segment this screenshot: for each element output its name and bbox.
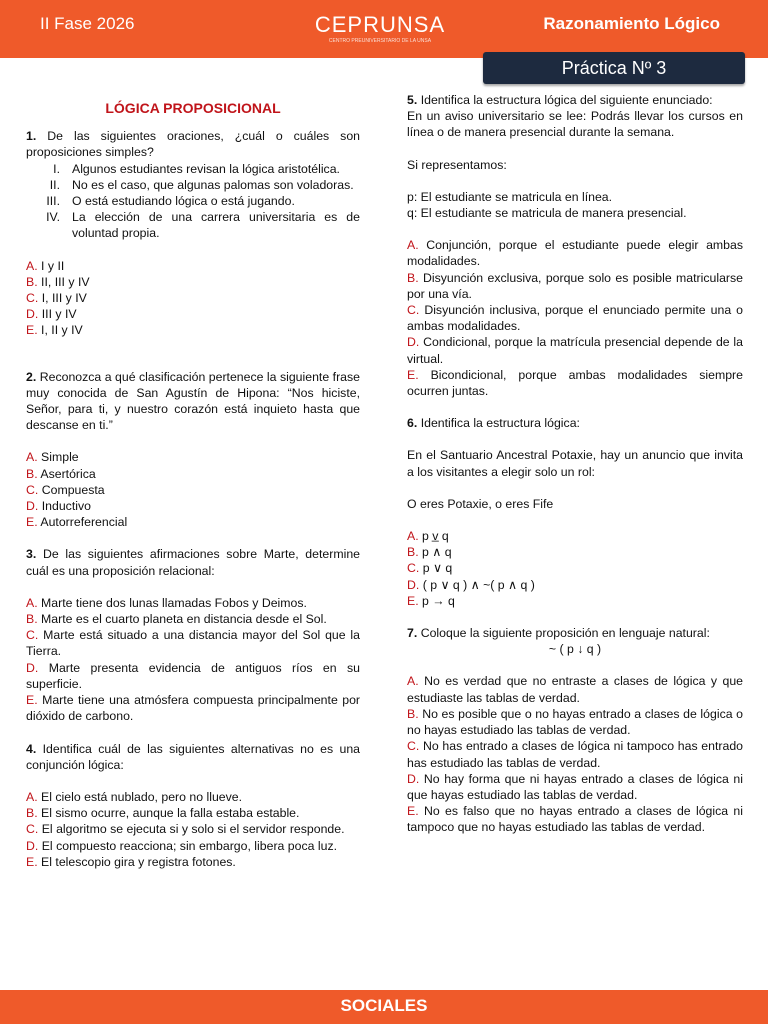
option-a[interactable] — [26, 595, 360, 611]
option-text: III y IV — [41, 307, 77, 322]
statements-list — [26, 161, 360, 242]
question-text: De las siguientes oraciones, ¿cuál o cuáles son proposiciones simples? — [26, 129, 360, 160]
option-text: No es posible que o no hayas entrado a clases de lógica o no hayas estudiado las tablas de verdad. — [407, 706, 743, 738]
option-letter: C. — [407, 303, 420, 318]
option-b[interactable] — [26, 274, 360, 290]
option-e[interactable] — [26, 322, 360, 338]
option-c[interactable] — [407, 738, 743, 770]
option-text: No es falso que no hayas entrado a clases de lógica ni tampoco que no hayas estudiado las tablas de verdad. — [407, 804, 743, 835]
option-letter: E. — [26, 693, 38, 708]
statement-item — [26, 161, 360, 177]
question-text: Reconozca a qué clasificación pertenece la siguiente frase muy conocida de San Agustín de Hipona: “Nos hiciste, Señor, para ti, y nuestro corazón está inquieto hasta que descanse en ti.” — [26, 369, 360, 433]
option-text: Conjunción, porque el estudiante puede elegir ambas modalidades. — [407, 238, 743, 269]
option-text: Disyunción exclusiva, porque solo es posible matricularse por una vía. — [407, 270, 744, 301]
option-text: Disyunción inclusiva, porque el enunciado permite una o ambas modalidades. — [407, 303, 743, 334]
option-letter: A. — [407, 238, 419, 253]
option-d[interactable] — [26, 838, 360, 854]
option-text: I y II — [41, 258, 65, 273]
option-b[interactable] — [407, 544, 743, 560]
option-letter: C. — [26, 482, 39, 497]
statement-item — [26, 193, 360, 209]
option-letter: A. — [26, 595, 38, 610]
option-letter: D. — [26, 660, 39, 675]
option-text: I, III y IV — [41, 291, 87, 306]
option-letter: B. — [26, 274, 38, 289]
statement-text: No es el caso, que algunas palomas son voladoras. — [72, 177, 354, 192]
option-a[interactable] — [26, 258, 360, 274]
option-letter: D. — [26, 838, 39, 853]
option-e[interactable] — [26, 692, 360, 724]
option-text: Marte presenta evidencia de antiguos ríos en su superficie. — [26, 660, 360, 691]
option-text: Condicional, porque la matrícula presencial depende de la virtual. — [407, 335, 743, 366]
statement-number: III. — [46, 194, 60, 209]
option-letter: A. — [26, 258, 38, 273]
option-c[interactable] — [407, 560, 743, 576]
option-letter: D. — [26, 307, 39, 322]
option-letter: C. — [407, 561, 420, 576]
option-text: p ∨ q — [422, 561, 453, 576]
question-5 — [407, 92, 743, 108]
footer-label: SOCIALES — [340, 996, 428, 1015]
logo-name: CEPRUNSA — [314, 12, 446, 37]
options-q3 — [26, 595, 360, 725]
question-6 — [407, 415, 743, 431]
question-number: 7. — [407, 626, 418, 641]
question-text: Identifica la estructura lógica del siguiente enunciado: — [420, 93, 713, 107]
option-text: Compuesta — [41, 482, 105, 497]
option-b[interactable] — [26, 466, 360, 482]
option-d[interactable] — [26, 306, 360, 322]
option-letter: B. — [26, 466, 38, 481]
options-q2 — [26, 449, 360, 530]
question-number: 2. — [26, 369, 37, 384]
question-context: En el Santuario Ancestral Potaxie, hay un anuncio que invita a los visitantes a elegir solo un rol: — [407, 448, 743, 479]
option-letter: B. — [407, 545, 419, 560]
option-b[interactable] — [26, 805, 360, 821]
option-b[interactable] — [407, 706, 743, 738]
proposition-q: q: El estudiante se matricula de manera presencial. — [407, 206, 687, 221]
option-d[interactable] — [26, 498, 360, 514]
question-7 — [407, 625, 743, 641]
option-letter: A. — [26, 450, 38, 465]
proposition-p: p: El estudiante se matricula en línea. — [407, 189, 613, 204]
option-text: No has entrado a clases de lógica ni tampoco has entrado has estudiado las tablas de verdad. — [407, 739, 743, 770]
options-q5 — [407, 237, 743, 399]
statement-item — [26, 209, 360, 241]
option-text: No hay forma que ni hayas entrado a clases de lógica ni que hayas estudiado las tablas de verdad. — [407, 771, 743, 802]
option-letter: E. — [407, 367, 419, 382]
left-column — [26, 100, 360, 870]
statement-number: I. — [53, 161, 60, 176]
option-text: II, III y IV — [41, 274, 90, 289]
option-letter: A. — [407, 674, 419, 689]
option-a[interactable] — [26, 449, 360, 465]
right-column — [407, 92, 743, 836]
option-text: Autorreferencial — [40, 515, 128, 530]
ceprunsa-logo — [300, 12, 460, 44]
option-text: Marte es el cuarto planeta en distancia desde el Sol. — [41, 612, 327, 627]
question-1 — [26, 128, 360, 160]
option-c[interactable] — [26, 821, 360, 837]
section-title: LÓGICA PROPOSICIONAL — [105, 100, 281, 116]
logo-tagline: CENTRO PREUNIVERSITARIO DE LA UNSA — [328, 38, 432, 44]
question-number: 3. — [26, 547, 37, 562]
statement-number: IV. — [46, 210, 60, 225]
option-text: Bicondicional, porque ambas modalidades siempre ocurren juntas. — [407, 367, 743, 399]
option-letter: C. — [407, 739, 420, 754]
option-letter: E. — [26, 854, 38, 869]
question-2 — [26, 369, 360, 434]
statement-number: II. — [49, 177, 60, 192]
option-text: El telescopio gira y registra fotones. — [41, 854, 236, 869]
option-letter: C. — [26, 291, 39, 306]
option-letter: E. — [26, 323, 38, 338]
question-context: En un aviso universitario se lee: Podrás llevar los cursos en línea o de manera presencial durante la semana. — [407, 109, 743, 140]
options-q1 — [26, 258, 360, 339]
option-letter: B. — [26, 612, 38, 627]
option-text: p v̲ q — [422, 529, 449, 544]
option-letter: A. — [26, 789, 38, 804]
option-b[interactable] — [26, 611, 360, 627]
option-d[interactable] — [26, 660, 360, 692]
option-d[interactable] — [407, 334, 743, 366]
option-text: El compuesto reacciona; sin embargo, libera poca luz. — [41, 838, 338, 853]
statement-quote: O eres Potaxie, o eres Fife — [407, 496, 554, 511]
question-text: Identifica cuál de las siguientes alternativas no es una conjunción lógica: — [26, 741, 360, 772]
option-a[interactable] — [407, 237, 743, 269]
formula: ~ ( p ↓ q ) — [548, 642, 602, 657]
option-d[interactable] — [407, 577, 743, 593]
represent-label: Si representamos: — [407, 157, 507, 172]
exam-phase: II Fase 2026 — [40, 14, 135, 33]
option-e[interactable] — [26, 514, 360, 530]
course-title: Razonamiento Lógico — [543, 14, 720, 33]
option-a[interactable] — [407, 673, 743, 705]
options-q6 — [407, 528, 743, 609]
statement-item — [26, 177, 360, 193]
option-text: No es verdad que no entraste a clases de lógica y que estudiaste las tablas de verdad. — [407, 674, 744, 705]
option-letter: D. — [407, 771, 420, 786]
statement-text: O está estudiando lógica o está jugando. — [72, 194, 295, 209]
option-text: Marte está situado a una distancia mayor del Sol que la Tierra. — [26, 628, 360, 659]
question-number: 5. — [407, 93, 418, 107]
option-c[interactable] — [26, 482, 360, 498]
option-letter: E. — [26, 515, 38, 530]
option-c[interactable] — [407, 302, 743, 334]
option-a[interactable] — [26, 789, 360, 805]
option-text: El sismo ocurre, aunque la falla estaba estable. — [41, 806, 300, 821]
option-text: El algoritmo se ejecuta si y solo si el servidor responde. — [41, 822, 345, 837]
option-b[interactable] — [407, 270, 743, 302]
header-bar — [0, 0, 768, 58]
option-text: Marte tiene una atmósfera compuesta principalmente por dióxido de carbono. — [26, 693, 361, 724]
question-text: De las siguientes afirmaciones sobre Marte, determine cuál es una proposición relacional: — [26, 547, 360, 578]
option-letter: B. — [407, 270, 419, 285]
option-letter: E. — [407, 804, 419, 819]
option-text: Inductivo — [41, 499, 91, 514]
question-number: 4. — [26, 741, 37, 756]
option-e[interactable] — [26, 854, 360, 870]
question-text: Coloque la siguiente proposición en lenguaje natural: — [420, 626, 710, 641]
option-c[interactable] — [26, 290, 360, 306]
question-number: 6. — [407, 416, 418, 431]
option-c[interactable] — [26, 627, 360, 659]
option-text: Asertórica — [40, 466, 96, 481]
option-letter: E. — [407, 593, 419, 608]
options-q4 — [26, 789, 360, 870]
option-e[interactable] — [407, 367, 743, 399]
question-3 — [26, 546, 360, 578]
option-text: p ∧ q — [422, 545, 452, 560]
question-4 — [26, 741, 360, 773]
option-d[interactable] — [407, 771, 743, 803]
option-text: Simple — [41, 450, 79, 465]
statement-text: La elección de una carrera universitaria es de voluntad propia. — [72, 210, 360, 241]
footer-bar — [0, 990, 768, 1024]
option-text: ( p ∨ q ) ∧ ~( p ∧ q ) — [422, 577, 535, 592]
option-text: El cielo está nublado, pero no llueve. — [41, 789, 243, 804]
option-e[interactable] — [407, 803, 743, 835]
option-a[interactable] — [407, 528, 743, 544]
option-letter: D. — [407, 335, 420, 350]
question-number: 1. — [26, 129, 37, 144]
option-letter: A. — [407, 529, 419, 544]
option-letter: D. — [26, 499, 39, 514]
practice-label: Práctica Nº 3 — [483, 52, 745, 84]
option-text: I, II y IV — [41, 323, 83, 338]
option-letter: D. — [407, 577, 420, 592]
option-letter: B. — [407, 706, 419, 721]
options-q7 — [407, 673, 743, 835]
option-letter: C. — [26, 628, 39, 643]
statement-text: Algunos estudiantes revisan la lógica aristotélica. — [72, 161, 340, 176]
option-letter: C. — [26, 822, 39, 837]
question-text: Identifica la estructura lógica: — [420, 416, 580, 431]
option-text: Marte tiene dos lunas llamadas Fobos y Deimos. — [41, 595, 307, 610]
option-letter: B. — [26, 806, 38, 821]
option-e[interactable] — [407, 593, 743, 609]
option-text: p → q — [422, 593, 455, 608]
